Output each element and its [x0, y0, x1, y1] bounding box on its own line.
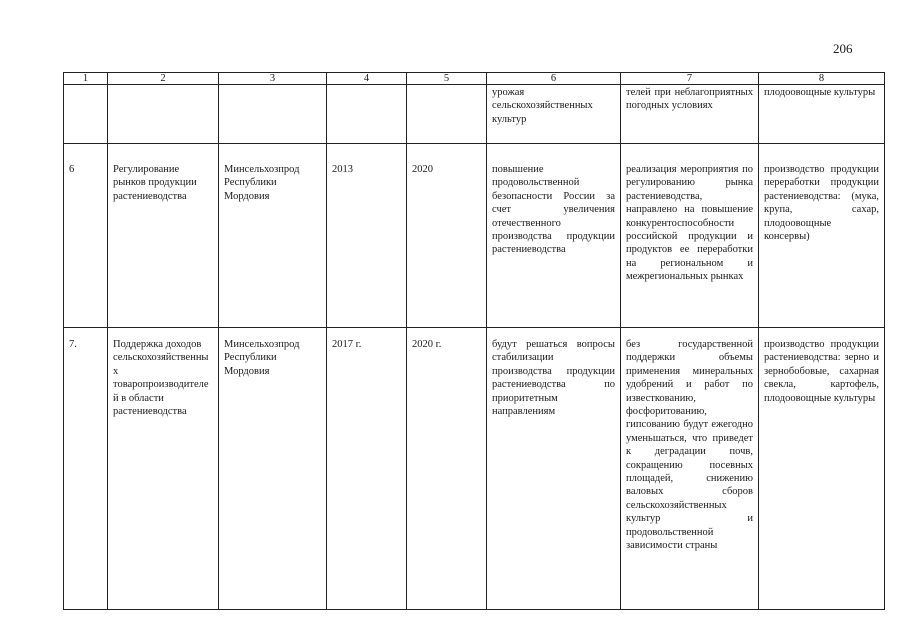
row-number-cell [64, 85, 108, 144]
header-row [64, 73, 885, 85]
table-row [64, 85, 885, 144]
result-cell: повышение продовольственной безопасности России за счет увеличения отечественного производства продукции растениеводства [487, 144, 621, 328]
page-number: 206 [833, 41, 853, 56]
table-row [64, 328, 885, 610]
indicator-cell: производство продукции растениеводства: зерно и зернобобовые, сахарная свекла, картофель, плодоовощные культуры [759, 328, 885, 610]
measure-name-cell: Поддержка доходов сельскохозяйственных товаропроизводителей в области растениеводства [108, 328, 219, 610]
measure-name-cell: Регулирование рынков продукции растениеводства [108, 144, 219, 328]
consequences-cell: без государственной поддержки объемы применения минеральных удобрений и работ по известкованию, фосфоритованию, гипсованию будут ежегодно уменьшаться, что приведет к деградации почв, сокращению посевных площадей, снижению валовых сборов сельскохозяйственных культур и продовольственной зависимости страны [621, 328, 759, 610]
program-table [63, 72, 885, 610]
start-year-cell: 2017 г. [327, 328, 407, 610]
start-year-cell [327, 85, 407, 144]
header-cell: 2 [108, 73, 219, 85]
end-year-cell [407, 85, 487, 144]
end-year-cell: 2020 г. [407, 328, 487, 610]
executor-cell [219, 85, 327, 144]
indicator-cell: производство продукции переработки продукции растениеводства: (мука, крупа, сахар, плодоовощные консервы) [759, 144, 885, 328]
header-cell: 8 [759, 73, 885, 85]
header-cell: 3 [219, 73, 327, 85]
result-cell: урожая сельскохозяйственных культур [487, 85, 621, 144]
header-cell: 7 [621, 73, 759, 85]
row-number-cell: 7. [64, 328, 108, 610]
start-year-cell: 2013 [327, 144, 407, 328]
header-cell: 5 [407, 73, 487, 85]
result-cell: будут решаться вопросы стабилизации производства продукции растениеводства по приоритетным направлениям [487, 328, 621, 610]
row-number-cell: 6 [64, 144, 108, 328]
table-row [64, 144, 885, 328]
indicator-cell: плодоовощные культуры [759, 85, 885, 144]
measure-name-cell [108, 85, 219, 144]
executor-cell: Минсельхозпрод Республики Мордовия [219, 328, 327, 610]
consequences-cell: телей при неблагоприятных погодных условиях [621, 85, 759, 144]
header-cell: 1 [64, 73, 108, 85]
header-cell: 4 [327, 73, 407, 85]
header-cell: 6 [487, 73, 621, 85]
executor-cell: Минсельхозпрод Республики Мордовия [219, 144, 327, 328]
consequences-cell: реализация мероприятия по регулированию рынка растениеводства, направлено на повышение конкурентоспособности российской продукции и продуктов ее переработки на региональном и межрегиональных рынках [621, 144, 759, 328]
end-year-cell: 2020 [407, 144, 487, 328]
